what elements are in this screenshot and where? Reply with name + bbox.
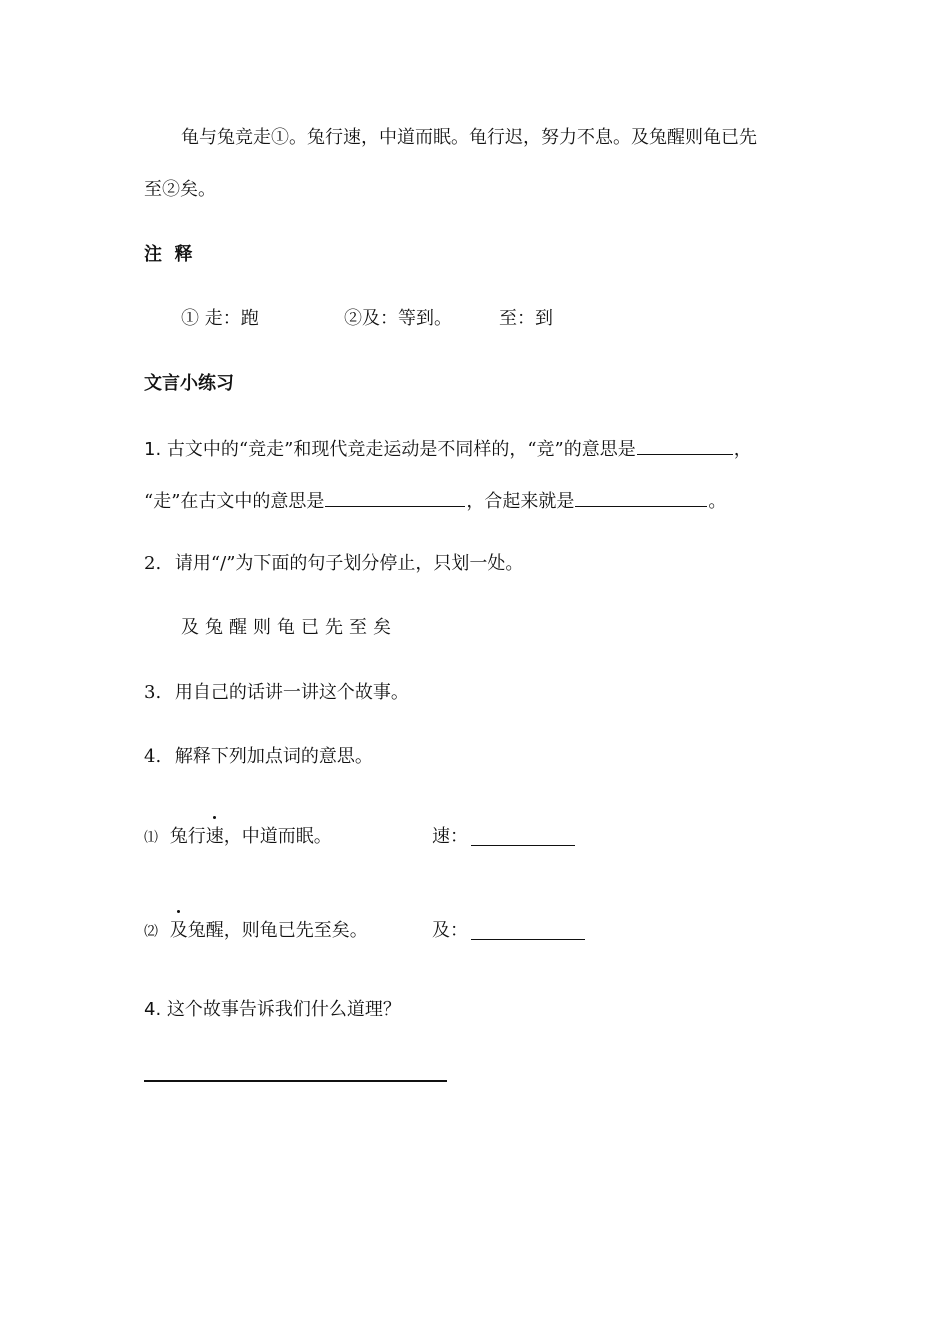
notes-heading: 注 释 [144, 244, 193, 265]
question-2 [144, 552, 523, 576]
question-3-number: 3. [144, 682, 162, 703]
item-1-dotted-word: 速 [205, 826, 224, 847]
question-4 [144, 745, 373, 769]
passage-text-1: 龟与兔竞走①。兔行速，中道而眠。龟行迟，努力不息。及兔醒则龟已先 [181, 127, 757, 148]
exercise-heading: 文言小练习 [144, 373, 234, 394]
item-1-before: 兔行 [169, 826, 206, 847]
answer-blank-jing[interactable] [637, 436, 733, 455]
passage-text-2: 至②矣。 [144, 179, 216, 200]
question-5-text: 这个故事告诉我们什么道理？ [166, 999, 401, 1020]
item-2-after: 兔醒，则龟已先至矣。 [187, 920, 368, 941]
notes-row [181, 307, 553, 331]
question-1-number: 1. [144, 439, 162, 460]
question-1-line-1 [144, 436, 752, 462]
question-1-text-a: 古文中的“竞走”和现代竞走运动是不同样的，“竞”的意思是 [166, 439, 636, 460]
question-4-item-2 [144, 919, 468, 944]
question-2-number: 2. [144, 553, 162, 574]
question-5 [144, 998, 401, 1022]
question-1-period: 。 [708, 491, 727, 512]
item-2-dotted-word: 及 [169, 920, 188, 941]
passage-line-1 [181, 126, 757, 150]
question-1-line-2 [144, 488, 726, 514]
question-1-text-b: “走”在古文中的意思是 [144, 491, 325, 512]
passage-line-2 [144, 178, 216, 202]
question-2-text: 请用“/”为下面的句子划分停止，只划一处。 [174, 553, 524, 574]
answer-blank-combined[interactable] [575, 488, 707, 507]
item-2-number: ⑵ [144, 924, 158, 940]
item-1-answer-blank[interactable] [471, 827, 575, 846]
note-2: ②及：等到。 [344, 308, 452, 329]
question-3-text: 用自己的话讲一讲这个故事。 [174, 682, 409, 703]
question-1-text-c: ，合起来就是 [466, 491, 575, 512]
note-1: ① 走：跑 [181, 308, 259, 329]
question-5-number: 4. [144, 999, 162, 1020]
item-1-number: ⑴ [144, 830, 158, 846]
item-2-label: 及： [432, 920, 468, 941]
question-1-comma: ， [733, 439, 752, 460]
item-1-label: 速： [432, 826, 468, 847]
item-2-answer-blank[interactable] [471, 921, 585, 940]
answer-line[interactable] [144, 1080, 447, 1082]
question-4-item-1 [144, 825, 468, 850]
note-3: 至：到 [499, 308, 553, 329]
answer-blank-zou[interactable] [325, 488, 465, 507]
question-3 [144, 681, 409, 705]
item-1-after: ，中道而眠。 [223, 826, 332, 847]
question-4-text: 解释下列加点词的意思。 [174, 746, 373, 767]
question-4-number: 4. [144, 746, 162, 767]
question-2-sentence: 及兔醒则龟已先至矣 [181, 617, 397, 638]
